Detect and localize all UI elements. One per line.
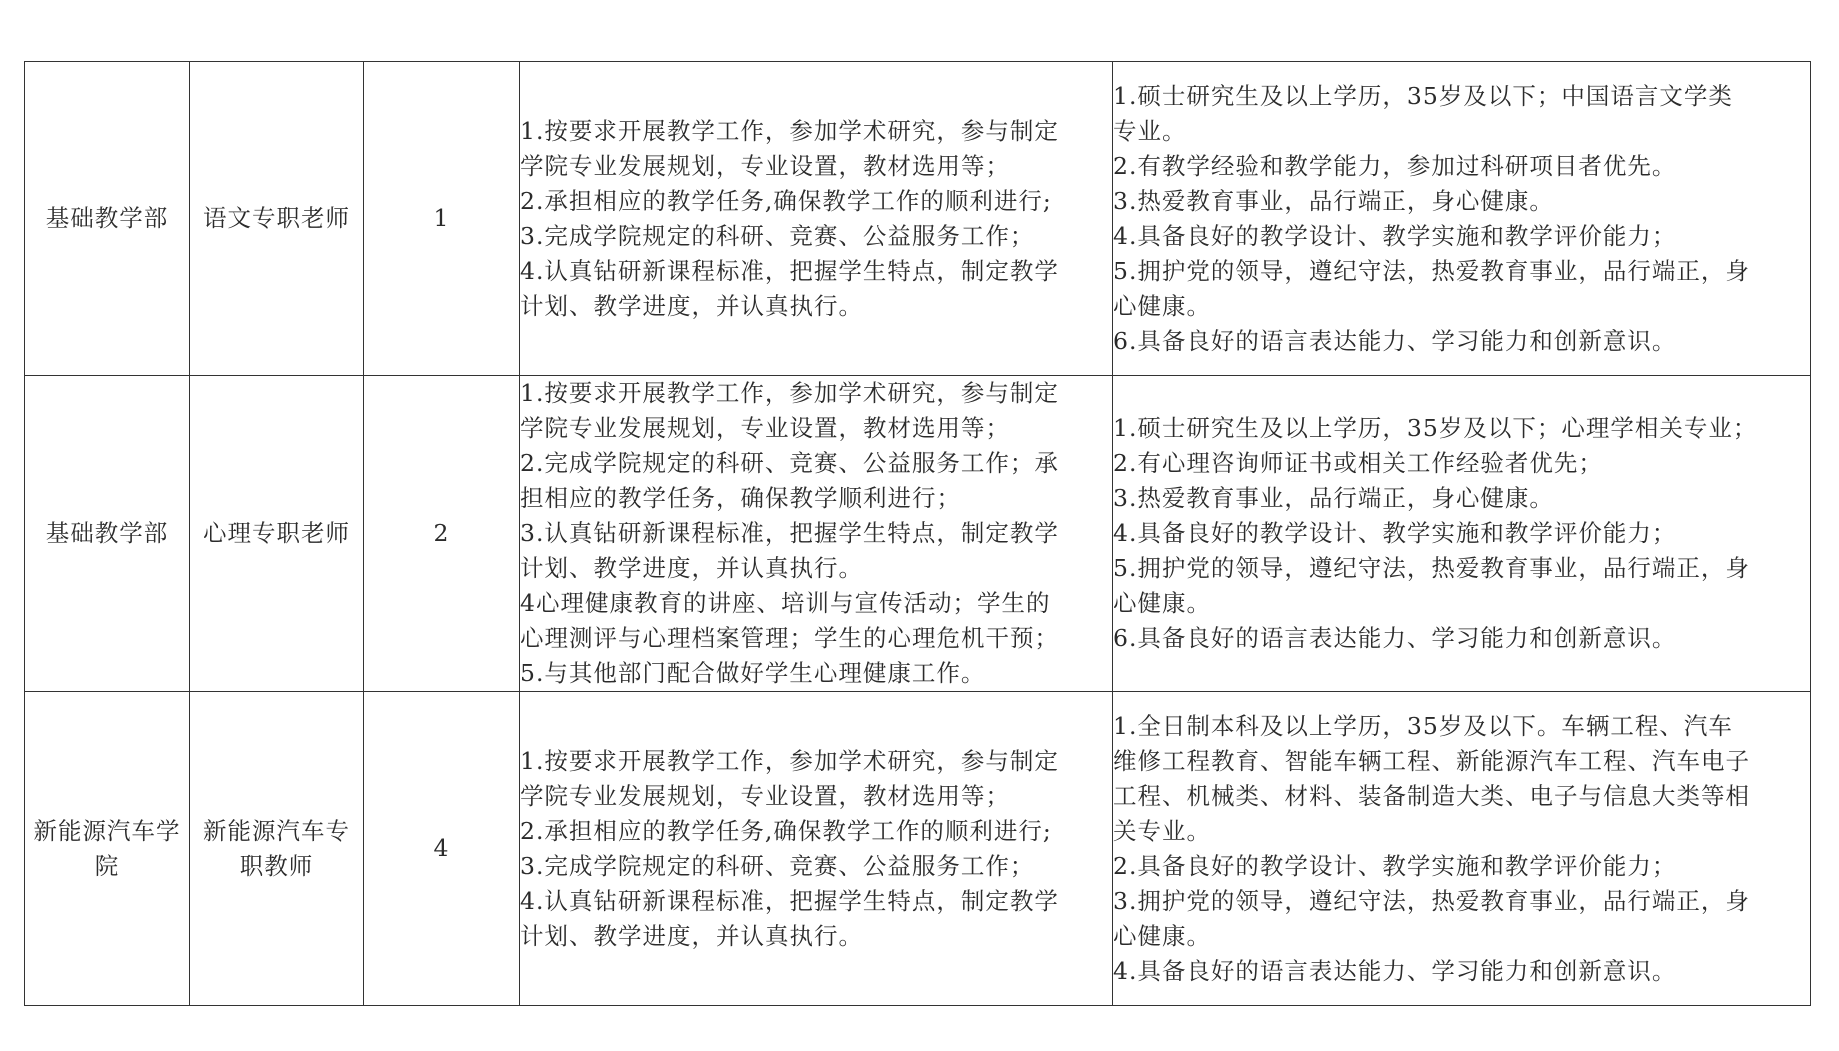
duty-line: 学院专业发展规划，专业设置，教材选用等； — [520, 781, 1010, 810]
table-row — [25, 62, 1811, 376]
position-cell — [190, 692, 364, 1006]
requirement-line: 1.硕士研究生及以上学历，35岁及以下；中国语言文学类 — [1113, 81, 1733, 110]
position-text-line: 新能源汽车专 — [203, 816, 350, 845]
department-text: 基础教学部 — [45, 204, 169, 232]
requirements-cell — [1113, 692, 1811, 1006]
duty-line: 4.认真钻研新课程标准，把握学生特点，制定教学 — [520, 256, 1059, 285]
requirement-line: 6.具备良好的语言表达能力、学习能力和创新意识。 — [1113, 624, 1677, 652]
requirement-line: 工程、机械类、材料、装备制造大类、电子与信息大类等相 — [1113, 781, 1750, 810]
headcount-cell — [364, 376, 520, 692]
duty-line: 3.认真钻研新课程标准，把握学生特点，制定教学 — [520, 519, 1059, 547]
department-text-line: 新能源汽车学 — [33, 816, 181, 845]
requirements-cell — [1113, 376, 1811, 692]
requirement-line: 2.有心理咨询师证书或相关工作经验者优先； — [1113, 449, 1603, 477]
table-row — [25, 692, 1811, 1006]
duty-line: 学院专业发展规划，专业设置，教材选用等； — [520, 414, 1010, 442]
headcount-text: 4 — [433, 834, 450, 862]
duty-line: 4.认真钻研新课程标准，把握学生特点，制定教学 — [520, 886, 1059, 915]
requirement-line: 3.热爱教育事业，品行端正，身心健康。 — [1113, 484, 1554, 512]
department-cell — [25, 376, 190, 692]
duty-line: 2.完成学院规定的科研、竞赛、公益服务工作；承 — [520, 449, 1059, 477]
requirement-line: 3.拥护党的领导，遵纪守法，热爱教育事业，品行端正，身 — [1113, 886, 1750, 915]
duty-line: 计划、教学进度，并认真执行。 — [520, 554, 863, 582]
position-text: 语文专职老师 — [203, 204, 350, 232]
requirement-line: 1.硕士研究生及以上学历，35岁及以下；心理学相关专业； — [1113, 414, 1758, 442]
duties-cell — [520, 692, 1113, 1006]
position-text: 心理专职老师 — [203, 519, 350, 547]
duty-line: 2.承担相应的教学任务,确保教学工作的顺利进行; — [520, 816, 1052, 845]
recruitment-table-sheet — [24, 61, 1810, 1006]
duty-line: 3.完成学院规定的科研、竞赛、公益服务工作； — [520, 221, 1035, 250]
duty-line: 3.完成学院规定的科研、竞赛、公益服务工作； — [520, 851, 1035, 880]
duty-line: 计划、教学进度，并认真执行。 — [520, 921, 863, 950]
department-text-line: 院 — [94, 851, 120, 880]
headcount-cell — [364, 62, 520, 376]
requirement-line: 3.热爱教育事业，品行端正，身心健康。 — [1113, 186, 1554, 215]
requirement-line: 4.具备良好的教学设计、教学实施和教学评价能力； — [1113, 221, 1677, 250]
position-cell — [190, 376, 364, 692]
requirement-line: 4.具备良好的语言表达能力、学习能力和创新意识。 — [1113, 956, 1677, 985]
requirement-line: 6.具备良好的语言表达能力、学习能力和创新意识。 — [1113, 326, 1677, 355]
requirement-line: 1.全日制本科及以上学历，35岁及以下。车辆工程、汽车 — [1113, 711, 1733, 740]
duties-cell — [520, 62, 1113, 376]
recruitment-table — [24, 61, 1811, 1006]
requirement-line: 心健康。 — [1113, 921, 1211, 950]
duties-cell — [520, 376, 1113, 692]
duty-line: 1.按要求开展教学工作，参加学术研究，参与制定 — [520, 116, 1059, 145]
duty-line: 心理测评与心理档案管理；学生的心理危机干预； — [520, 624, 1059, 652]
duty-line: 4心理健康教育的讲座、培训与宣传活动；学生的 — [520, 589, 1051, 617]
duty-line: 5.与其他部门配合做好学生心理健康工作。 — [520, 659, 986, 687]
requirement-line: 关专业。 — [1113, 816, 1211, 845]
department-text: 基础教学部 — [45, 519, 169, 547]
duty-line: 担相应的教学任务，确保教学顺利进行； — [520, 484, 961, 512]
requirement-line: 5.拥护党的领导，遵纪守法，热爱教育事业，品行端正，身 — [1113, 554, 1750, 582]
requirement-line: 2.有教学经验和教学能力，参加过科研项目者优先。 — [1113, 151, 1677, 180]
position-text-line: 职教师 — [239, 851, 314, 880]
duty-line: 学院专业发展规划，专业设置，教材选用等； — [520, 151, 1010, 180]
requirement-line: 专业。 — [1113, 116, 1187, 145]
department-cell — [25, 692, 190, 1006]
requirement-line: 5.拥护党的领导，遵纪守法，热爱教育事业，品行端正，身 — [1113, 256, 1750, 285]
table-row — [25, 376, 1811, 692]
duty-line: 1.按要求开展教学工作，参加学术研究，参与制定 — [520, 746, 1059, 775]
requirement-line: 4.具备良好的教学设计、教学实施和教学评价能力； — [1113, 519, 1677, 547]
requirement-line: 心健康。 — [1113, 589, 1211, 617]
duty-line: 计划、教学进度，并认真执行。 — [520, 291, 863, 320]
duty-line: 2.承担相应的教学任务,确保教学工作的顺利进行; — [520, 186, 1052, 215]
requirement-line: 心健康。 — [1113, 291, 1211, 320]
requirement-line: 2.具备良好的教学设计、教学实施和教学评价能力； — [1113, 851, 1677, 880]
department-cell — [25, 62, 190, 376]
requirement-line: 维修工程教育、智能车辆工程、新能源汽车工程、汽车电子 — [1113, 746, 1750, 775]
headcount-cell — [364, 692, 520, 1006]
duty-line: 1.按要求开展教学工作，参加学术研究，参与制定 — [520, 379, 1059, 407]
position-cell — [190, 62, 364, 376]
requirements-cell — [1113, 62, 1811, 376]
headcount-text: 1 — [433, 204, 450, 232]
headcount-text: 2 — [433, 519, 450, 547]
